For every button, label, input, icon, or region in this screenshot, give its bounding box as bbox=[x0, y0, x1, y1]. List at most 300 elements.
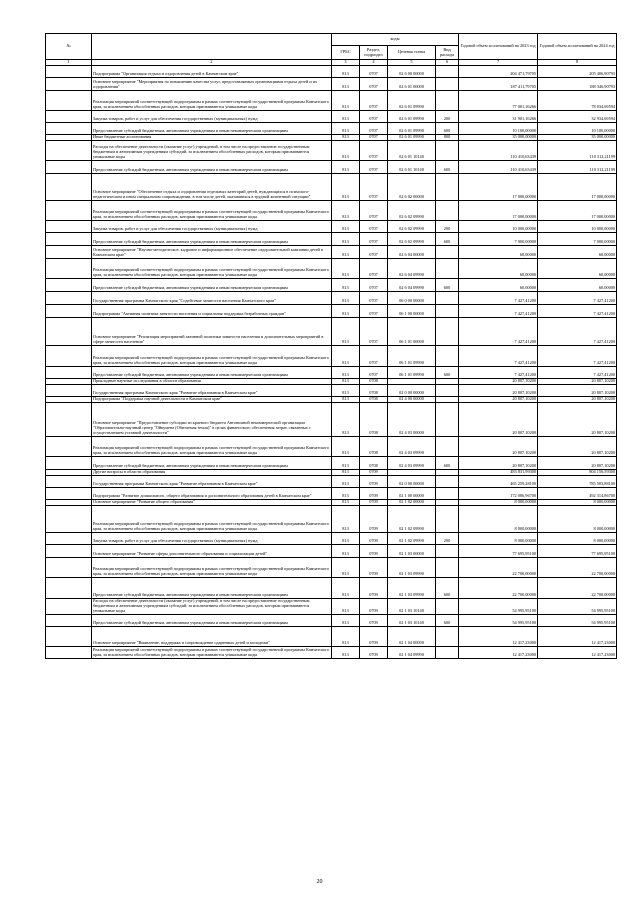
table-row bbox=[46, 246, 617, 259]
row-cs-cell: 02 6 02 09990 bbox=[388, 233, 436, 246]
table-row bbox=[46, 123, 617, 135]
row-razdel-cell: 0709 bbox=[360, 578, 388, 599]
row-razdel-cell: 0708 bbox=[360, 397, 388, 403]
table-row bbox=[46, 141, 617, 161]
row-num-cell bbox=[46, 221, 92, 233]
row-cs-cell: 02 6 01 09990 bbox=[388, 135, 436, 141]
row-razdel-cell: 0709 bbox=[360, 626, 388, 646]
row-razdel-cell: 0707 bbox=[360, 305, 388, 318]
row-grbs-cell: 813 bbox=[332, 379, 360, 385]
row-2023-cell: 204 471,79705 bbox=[459, 66, 538, 78]
row-razdel-cell: 0707 bbox=[360, 91, 388, 111]
table-row bbox=[46, 279, 617, 292]
header-razdel: Раздел, подраздел bbox=[360, 46, 388, 60]
row-2024-cell: 7 427,41200 bbox=[538, 318, 617, 346]
row-vr-cell bbox=[436, 292, 459, 305]
row-2024-cell: 20 807,10200 bbox=[538, 403, 617, 437]
table-row bbox=[46, 614, 617, 626]
row-razdel-cell: 0707 bbox=[360, 141, 388, 161]
row-vr-cell bbox=[436, 66, 459, 78]
row-razdel-cell: 0707 bbox=[360, 78, 388, 91]
row-name-cell: Предоставление субсидий бюджетным, автономным учреждениям и иным некоммерческим организациям bbox=[92, 233, 332, 246]
row-num-cell bbox=[46, 545, 92, 558]
row-vr-cell bbox=[436, 599, 459, 615]
table-row bbox=[46, 305, 617, 318]
row-razdel-cell: 0707 bbox=[360, 279, 388, 292]
row-2024-cell: 77 695,95100 bbox=[538, 545, 617, 558]
row-cs-cell: 06 1 01 00000 bbox=[388, 318, 436, 346]
row-num-cell bbox=[46, 346, 92, 367]
row-num-cell bbox=[46, 614, 92, 626]
table-row bbox=[46, 346, 617, 367]
row-2024-cell: 17 000,00000 bbox=[538, 174, 617, 201]
row-num-cell bbox=[46, 305, 92, 318]
row-cs-cell: 02 6 04 09990 bbox=[388, 259, 436, 279]
row-name-cell: Реализация мероприятий соответствующей подпрограммы в рамках соответствующей государственной программы Камчатского края, за исключением обособленных расходов, которым присваиваются уникальные коды bbox=[92, 506, 332, 533]
row-razdel-cell: 0708 bbox=[360, 403, 388, 437]
row-razdel-cell: 0707 bbox=[360, 259, 388, 279]
row-vr-cell: 800 bbox=[436, 135, 459, 141]
row-num-cell bbox=[46, 403, 92, 437]
row-vr-cell bbox=[436, 141, 459, 161]
row-2023-cell: 110 410,63439 bbox=[459, 141, 538, 161]
row-vr-cell bbox=[436, 305, 459, 318]
row-2024-cell: 35 000,00000 bbox=[538, 135, 617, 141]
table-row bbox=[46, 259, 617, 279]
table-row bbox=[46, 476, 617, 488]
row-grbs-cell: 813 bbox=[332, 500, 360, 506]
row-2023-cell: 54 995,95100 bbox=[459, 599, 538, 615]
row-2024-cell: 32 934,69594 bbox=[538, 111, 617, 123]
table-row bbox=[46, 221, 617, 233]
row-2023-cell: 20 807,10200 bbox=[459, 403, 538, 437]
row-name-cell: Прикладные научные исследования в области образования bbox=[92, 379, 332, 385]
row-2024-cell: 22 700,00000 bbox=[538, 578, 617, 599]
row-2024-cell: 8 000,00000 bbox=[538, 500, 617, 506]
row-grbs-cell: 813 bbox=[332, 91, 360, 111]
table-row bbox=[46, 646, 617, 658]
row-cs-cell: 02 1 03 10140 bbox=[388, 599, 436, 615]
row-2024-cell: 20 807,10200 bbox=[538, 385, 617, 397]
row-2024-cell: 205 406,90793 bbox=[538, 66, 617, 78]
row-name-cell: Предоставление субсидий бюджетным, автономным учреждениям и иным некоммерческим организациям bbox=[92, 457, 332, 470]
table-row bbox=[46, 403, 617, 437]
row-vr-cell: 600 bbox=[436, 233, 459, 246]
table-row bbox=[46, 533, 617, 545]
row-2023-cell: 22 700,00000 bbox=[459, 578, 538, 599]
row-grbs-cell: 813 bbox=[332, 201, 360, 221]
row-num-cell bbox=[46, 385, 92, 397]
row-name-cell: Основное мероприятие "Выявление, поддержка и сопровождение одаренных детей и молодежи" bbox=[92, 626, 332, 646]
table-row bbox=[46, 367, 617, 379]
row-num-cell bbox=[46, 201, 92, 221]
row-2024-cell: 10 100,00000 bbox=[538, 123, 617, 135]
row-cs-cell: 02 6 02 00000 bbox=[388, 174, 436, 201]
colnum: 1 bbox=[46, 60, 92, 66]
row-cs-cell: 06 0 00 00000 bbox=[388, 292, 436, 305]
row-2023-cell: 54 995,95100 bbox=[459, 614, 538, 626]
row-num-cell bbox=[46, 174, 92, 201]
colnum: 8 bbox=[538, 60, 617, 66]
row-2023-cell: 10 000,00000 bbox=[459, 221, 538, 233]
table-header bbox=[46, 34, 617, 66]
row-2023-cell: 110 410,63439 bbox=[459, 161, 538, 174]
header-2023: Годовой объем ассигнований на 2023 год bbox=[459, 34, 538, 60]
row-grbs-cell: 813 bbox=[332, 111, 360, 123]
colnum: 4 bbox=[360, 60, 388, 66]
table-row bbox=[46, 626, 617, 646]
header-name bbox=[92, 34, 332, 60]
row-vr-cell: 600 bbox=[436, 279, 459, 292]
row-grbs-cell: 813 bbox=[332, 246, 360, 259]
row-vr-cell: 600 bbox=[436, 614, 459, 626]
row-cs-cell: 02 1 04 09990 bbox=[388, 646, 436, 658]
table-row bbox=[46, 91, 617, 111]
row-cs-cell: 02 4 03 00000 bbox=[388, 403, 436, 437]
row-2024-cell: 110 312,21199 bbox=[538, 161, 617, 174]
row-razdel-cell: 0707 bbox=[360, 66, 388, 78]
row-2023-cell: 8 000,00000 bbox=[459, 506, 538, 533]
row-2023-cell: 10 100,00000 bbox=[459, 123, 538, 135]
row-razdel-cell: 0709 bbox=[360, 646, 388, 658]
row-razdel-cell: 0707 bbox=[360, 233, 388, 246]
table-row bbox=[46, 318, 617, 346]
row-vr-cell bbox=[436, 646, 459, 658]
row-2024-cell: 60,00000 bbox=[538, 259, 617, 279]
row-cs-cell: 02 6 04 00000 bbox=[388, 246, 436, 259]
row-2023-cell: 20 807,10200 bbox=[459, 437, 538, 457]
row-razdel-cell: 0708 bbox=[360, 379, 388, 385]
row-2023-cell: 12 417,23000 bbox=[459, 626, 538, 646]
table-row bbox=[46, 599, 617, 615]
row-vr-cell: 600 bbox=[436, 578, 459, 599]
budget-table bbox=[45, 33, 617, 659]
row-num-cell bbox=[46, 279, 92, 292]
row-2023-cell: 7 427,41200 bbox=[459, 367, 538, 379]
row-2023-cell: 7 000,00000 bbox=[459, 233, 538, 246]
row-cs-cell: 02 4 00 00000 bbox=[388, 397, 436, 403]
row-cs-cell: 02 1 02 00000 bbox=[388, 500, 436, 506]
row-num-cell bbox=[46, 488, 92, 500]
row-razdel-cell: 0707 bbox=[360, 292, 388, 305]
row-grbs-cell: 813 bbox=[332, 614, 360, 626]
table-row bbox=[46, 506, 617, 533]
header-grbs: ГРБС bbox=[332, 46, 360, 60]
row-cs-cell: 02 1 00 00000 bbox=[388, 488, 436, 500]
row-2024-cell: 7 427,41200 bbox=[538, 346, 617, 367]
row-name-cell: Реализация мероприятий соответствующей подпрограммы в рамках соответствующей государственной программы Камчатского края, за исключением обособленных расходов, которым присваиваются уникальные коды bbox=[92, 201, 332, 221]
row-vr-cell bbox=[436, 488, 459, 500]
row-vr-cell bbox=[436, 506, 459, 533]
row-num-cell bbox=[46, 111, 92, 123]
colnum: 2 bbox=[92, 60, 332, 66]
row-name-cell: Основное мероприятие "Предоставление субсидии из краевого бюджета Автономной некоммерческой организации "Образовательно-научный центр "Ойкумена (Обитаемая земля)" в целях финансового обеспечения затрат, связанных с осуществлением уставной деятельности" bbox=[92, 403, 332, 437]
table-row bbox=[46, 78, 617, 91]
row-name-cell: Закупка товаров, работ и услуг для обеспечения государственных (муниципальных) нужд bbox=[92, 533, 332, 545]
row-vr-cell bbox=[436, 91, 459, 111]
row-2024-cell: 20 807,10200 bbox=[538, 397, 617, 403]
row-num-cell bbox=[46, 646, 92, 658]
row-num-cell bbox=[46, 318, 92, 346]
row-name-cell: Подпрограмма "Развитие дошкольного, общего образования и дополнительного образования детей в Камчатском крае" bbox=[92, 488, 332, 500]
row-num-cell bbox=[46, 437, 92, 457]
row-grbs-cell: 813 bbox=[332, 437, 360, 457]
row-name-cell: Основное мероприятие "Научно-методическое, кадровое и информационное обеспечение оздоровительной кампании детей в Камчатском крае" bbox=[92, 246, 332, 259]
row-num-cell bbox=[46, 259, 92, 279]
row-razdel-cell: 0707 bbox=[360, 201, 388, 221]
row-grbs-cell: 813 bbox=[332, 545, 360, 558]
row-grbs-cell: 813 bbox=[332, 367, 360, 379]
row-grbs-cell: 813 bbox=[332, 457, 360, 470]
row-2024-cell: 78 034,69594 bbox=[538, 91, 617, 111]
row-2023-cell: 22 700,00000 bbox=[459, 558, 538, 578]
row-2024-cell: 804 156,59300 bbox=[538, 470, 617, 476]
table-row bbox=[46, 174, 617, 201]
header-codes: коды bbox=[332, 34, 459, 46]
row-vr-cell: 200 bbox=[436, 221, 459, 233]
table-row bbox=[46, 111, 617, 123]
row-razdel-cell: 0707 bbox=[360, 161, 388, 174]
row-2023-cell: 17 000,00000 bbox=[459, 174, 538, 201]
row-2024-cell: 54 995,95100 bbox=[538, 599, 617, 615]
row-num-cell bbox=[46, 123, 92, 135]
table-row bbox=[46, 292, 617, 305]
row-num-cell bbox=[46, 91, 92, 111]
row-cs-cell: 02 6 00 00000 bbox=[388, 66, 436, 78]
row-vr-cell: 600 bbox=[436, 367, 459, 379]
row-grbs-cell: 813 bbox=[332, 318, 360, 346]
row-2024-cell: 17 000,00000 bbox=[538, 201, 617, 221]
row-vr-cell: 600 bbox=[436, 161, 459, 174]
row-name-cell: Реализация мероприятий соответствующей подпрограммы в рамках соответствующей государственной программы Камчатского края, за исключением обособленных расходов, которым присваиваются уникальные коды bbox=[92, 437, 332, 457]
row-2024-cell: 12 417,23000 bbox=[538, 646, 617, 658]
row-2023-cell: 20 807,10200 bbox=[459, 397, 538, 403]
row-num-cell bbox=[46, 558, 92, 578]
row-cs-cell: 02 6 01 09990 bbox=[388, 111, 436, 123]
row-vr-cell: 600 bbox=[436, 457, 459, 470]
row-2023-cell: 7 427,41200 bbox=[459, 305, 538, 318]
budget-table-sheet bbox=[45, 33, 616, 659]
row-vr-cell bbox=[436, 78, 459, 91]
row-cs-cell: 02 1 02 09990 bbox=[388, 533, 436, 545]
row-cs-cell: 02 6 01 09990 bbox=[388, 91, 436, 111]
row-grbs-cell: 813 bbox=[332, 259, 360, 279]
table-row bbox=[46, 437, 617, 457]
row-razdel-cell: 0709 bbox=[360, 476, 388, 488]
row-cs-cell: 02 6 01 10140 bbox=[388, 161, 436, 174]
row-grbs-cell: 813 bbox=[332, 292, 360, 305]
row-name-cell: Расходы на обеспечение деятельности (оказание услуг) учреждений, в том числе на предоставление государственным бюджетным и автономным учреждениям субсидий, за исключением обособленных расходов, которым присваиваются уникальные коды bbox=[92, 599, 332, 615]
row-2024-cell: 8 000,00000 bbox=[538, 506, 617, 533]
row-2024-cell: 10 000,00000 bbox=[538, 221, 617, 233]
header-num: № bbox=[46, 34, 92, 60]
row-name-cell: Предоставление субсидий бюджетным, автономным учреждениям и иным некоммерческим организациям bbox=[92, 367, 332, 379]
row-vr-cell: 200 bbox=[436, 533, 459, 545]
row-2023-cell: 7 427,41200 bbox=[459, 292, 538, 305]
row-2023-cell: 20 807,10200 bbox=[459, 457, 538, 470]
table-row bbox=[46, 578, 617, 599]
row-num-cell bbox=[46, 246, 92, 259]
table-row bbox=[46, 201, 617, 221]
table-row bbox=[46, 385, 617, 397]
row-2024-cell: 8 000,00000 bbox=[538, 533, 617, 545]
row-cs-cell: 06 1 00 00000 bbox=[388, 305, 436, 318]
row-grbs-cell: 813 bbox=[332, 558, 360, 578]
row-2023-cell: 8 000,00000 bbox=[459, 533, 538, 545]
row-grbs-cell: 813 bbox=[332, 78, 360, 91]
row-2024-cell: 7 000,00000 bbox=[538, 233, 617, 246]
row-vr-cell bbox=[436, 246, 459, 259]
row-razdel-cell: 0707 bbox=[360, 318, 388, 346]
row-cs-cell: 02 6 01 00000 bbox=[388, 78, 436, 91]
row-vr-cell bbox=[436, 545, 459, 558]
row-razdel-cell: 0709 bbox=[360, 533, 388, 545]
row-name-cell: Закупка товаров, работ и услуг для обеспечения государственных (муниципальных) нужд bbox=[92, 111, 332, 123]
row-grbs-cell: 813 bbox=[332, 123, 360, 135]
row-2023-cell: 35 000,00000 bbox=[459, 135, 538, 141]
table-row bbox=[46, 66, 617, 78]
row-num-cell bbox=[46, 367, 92, 379]
row-cs-cell: 02 6 01 09990 bbox=[388, 123, 436, 135]
row-2024-cell: 60,00000 bbox=[538, 279, 617, 292]
row-name-cell: Предоставление субсидий бюджетным, автономным учреждениям и иным некоммерческим организациям bbox=[92, 578, 332, 599]
row-razdel-cell: 0707 bbox=[360, 246, 388, 259]
row-cs-cell: 02 6 01 10140 bbox=[388, 141, 436, 161]
row-cs-cell: 02 6 02 09990 bbox=[388, 201, 436, 221]
row-grbs-cell: 813 bbox=[332, 221, 360, 233]
row-num-cell bbox=[46, 233, 92, 246]
row-name-cell: Основное мероприятие "Развитие общего образования" bbox=[92, 500, 332, 506]
row-2023-cell: 60,00000 bbox=[459, 279, 538, 292]
row-num-cell bbox=[46, 141, 92, 161]
row-razdel-cell: 0707 bbox=[360, 367, 388, 379]
row-vr-cell bbox=[436, 346, 459, 367]
row-cs-cell: 02 1 04 00000 bbox=[388, 626, 436, 646]
row-razdel-cell: 0707 bbox=[360, 174, 388, 201]
row-2023-cell: 60,00000 bbox=[459, 259, 538, 279]
row-cs-cell: 02 1 02 09990 bbox=[388, 506, 436, 533]
row-vr-cell bbox=[436, 201, 459, 221]
row-2023-cell: 7 427,41200 bbox=[459, 346, 538, 367]
row-num-cell bbox=[46, 292, 92, 305]
row-2024-cell: 12 417,23000 bbox=[538, 626, 617, 646]
row-vr-cell bbox=[436, 558, 459, 578]
row-razdel-cell: 0709 bbox=[360, 599, 388, 615]
colnum: 6 bbox=[436, 60, 459, 66]
row-grbs-cell: 813 bbox=[332, 626, 360, 646]
row-razdel-cell: 0707 bbox=[360, 123, 388, 135]
row-razdel-cell: 0709 bbox=[360, 558, 388, 578]
row-2023-cell: 7 427,41200 bbox=[459, 318, 538, 346]
colnum: 5 bbox=[388, 60, 436, 66]
row-2024-cell: 60,00000 bbox=[538, 246, 617, 259]
row-name-cell: Предоставление субсидий бюджетным, автономным учреждениям и иным некоммерческим организациям bbox=[92, 614, 332, 626]
row-grbs-cell: 813 bbox=[332, 135, 360, 141]
row-grbs-cell: 813 bbox=[332, 174, 360, 201]
row-2023-cell: 172 086,96700 bbox=[459, 488, 538, 500]
row-grbs-cell: 813 bbox=[332, 141, 360, 161]
row-2024-cell: 22 700,00000 bbox=[538, 558, 617, 578]
page-number: 20 bbox=[316, 879, 323, 885]
row-name-cell: Реализация мероприятий соответствующей подпрограммы в рамках соответствующей государственной программы Камчатского края, за исключением обособленных расходов, которым присваиваются уникальные коды bbox=[92, 259, 332, 279]
row-name-cell: Подпрограмма "Организация отдыха и оздоровления детей в Камчатском крае" bbox=[92, 66, 332, 78]
row-2023-cell: 17 000,00000 bbox=[459, 201, 538, 221]
row-name-cell: Реализация мероприятий соответствующей подпрограммы в рамках соответствующей государственной программы Камчатского края, за исключением обособленных расходов, которым присваиваются уникальные коды bbox=[92, 91, 332, 111]
row-num-cell bbox=[46, 66, 92, 78]
row-2024-cell: 7 427,41200 bbox=[538, 292, 617, 305]
row-grbs-cell: 813 bbox=[332, 599, 360, 615]
row-name-cell: Предоставление субсидий бюджетным, автономным учреждениям и иным некоммерческим организациям bbox=[92, 279, 332, 292]
table-row bbox=[46, 558, 617, 578]
row-razdel-cell: 0709 bbox=[360, 614, 388, 626]
row-grbs-cell: 813 bbox=[332, 385, 360, 397]
row-vr-cell bbox=[436, 385, 459, 397]
row-name-cell: Другие вопросы в области образования bbox=[92, 470, 332, 476]
row-grbs-cell: 813 bbox=[332, 476, 360, 488]
row-grbs-cell: 813 bbox=[332, 397, 360, 403]
row-name-cell: Основное мероприятие "Мероприятия по повышению качества услуг, предоставляемых организациями отдыха детей и их оздоровления" bbox=[92, 78, 332, 91]
row-vr-cell: 600 bbox=[436, 123, 459, 135]
row-2023-cell: 483 831,99300 bbox=[459, 470, 538, 476]
row-2023-cell: 31 901,16266 bbox=[459, 111, 538, 123]
row-2024-cell: 20 807,10200 bbox=[538, 379, 617, 385]
row-razdel-cell: 0709 bbox=[360, 488, 388, 500]
row-vr-cell: 200 bbox=[436, 111, 459, 123]
row-grbs-cell: 813 bbox=[332, 305, 360, 318]
row-razdel-cell: 0709 bbox=[360, 506, 388, 533]
row-cs-cell: 02 1 03 00000 bbox=[388, 545, 436, 558]
row-2024-cell: 7 427,41200 bbox=[538, 305, 617, 318]
row-vr-cell bbox=[436, 403, 459, 437]
row-name-cell: Реализация мероприятий соответствующей подпрограммы в рамках соответствующей государственной программы Камчатского края, за исключением обособленных расходов, которым присваиваются уникальные коды bbox=[92, 646, 332, 658]
row-2023-cell: 187 411,79705 bbox=[459, 78, 538, 91]
row-name-cell: Подпрограмма "Активная политика занятости населения и социальная поддержка безработных граждан" bbox=[92, 305, 332, 318]
row-razdel-cell: 0708 bbox=[360, 437, 388, 457]
row-2024-cell: 785 583,88100 bbox=[538, 476, 617, 488]
row-vr-cell bbox=[436, 259, 459, 279]
header-cs: Целевая статья bbox=[388, 46, 436, 60]
row-2023-cell: 8 000,00000 bbox=[459, 500, 538, 506]
row-razdel-cell: 0709 bbox=[360, 545, 388, 558]
row-name-cell: Реализация мероприятий соответствующей подпрограммы в рамках соответствующей государственной программы Камчатского края, за исключением обособленных расходов, которым присваиваются уникальные коды bbox=[92, 346, 332, 367]
row-num-cell bbox=[46, 457, 92, 470]
row-vr-cell bbox=[436, 318, 459, 346]
row-name-cell: Закупка товаров, работ и услуг для обеспечения государственных (муниципальных) нужд bbox=[92, 221, 332, 233]
row-num-cell bbox=[46, 476, 92, 488]
row-num-cell bbox=[46, 161, 92, 174]
row-razdel-cell: 0707 bbox=[360, 135, 388, 141]
row-name-cell: Предоставление субсидий бюджетным, автономным учреждениям и иным некоммерческим организациям bbox=[92, 161, 332, 174]
row-2024-cell: 54 995,95100 bbox=[538, 614, 617, 626]
colnum: 3 bbox=[332, 60, 360, 66]
row-razdel-cell: 0708 bbox=[360, 457, 388, 470]
row-2024-cell: 492 314,86700 bbox=[538, 488, 617, 500]
row-2023-cell: 77 695,95100 bbox=[459, 545, 538, 558]
row-2023-cell: 77 001,16266 bbox=[459, 91, 538, 111]
row-grbs-cell: 813 bbox=[332, 233, 360, 246]
row-2024-cell: 20 807,10200 bbox=[538, 437, 617, 457]
row-vr-cell bbox=[436, 626, 459, 646]
row-num-cell bbox=[46, 626, 92, 646]
row-razdel-cell: 0707 bbox=[360, 221, 388, 233]
row-grbs-cell: 813 bbox=[332, 279, 360, 292]
row-2024-cell: 188 346,90793 bbox=[538, 78, 617, 91]
colnum: 7 bbox=[459, 60, 538, 66]
table-row bbox=[46, 161, 617, 174]
row-grbs-cell: 813 bbox=[332, 66, 360, 78]
row-num-cell bbox=[46, 599, 92, 615]
row-name-cell: Основное мероприятие "Развитие сферы дополнительного образования и социализации детей" bbox=[92, 545, 332, 558]
